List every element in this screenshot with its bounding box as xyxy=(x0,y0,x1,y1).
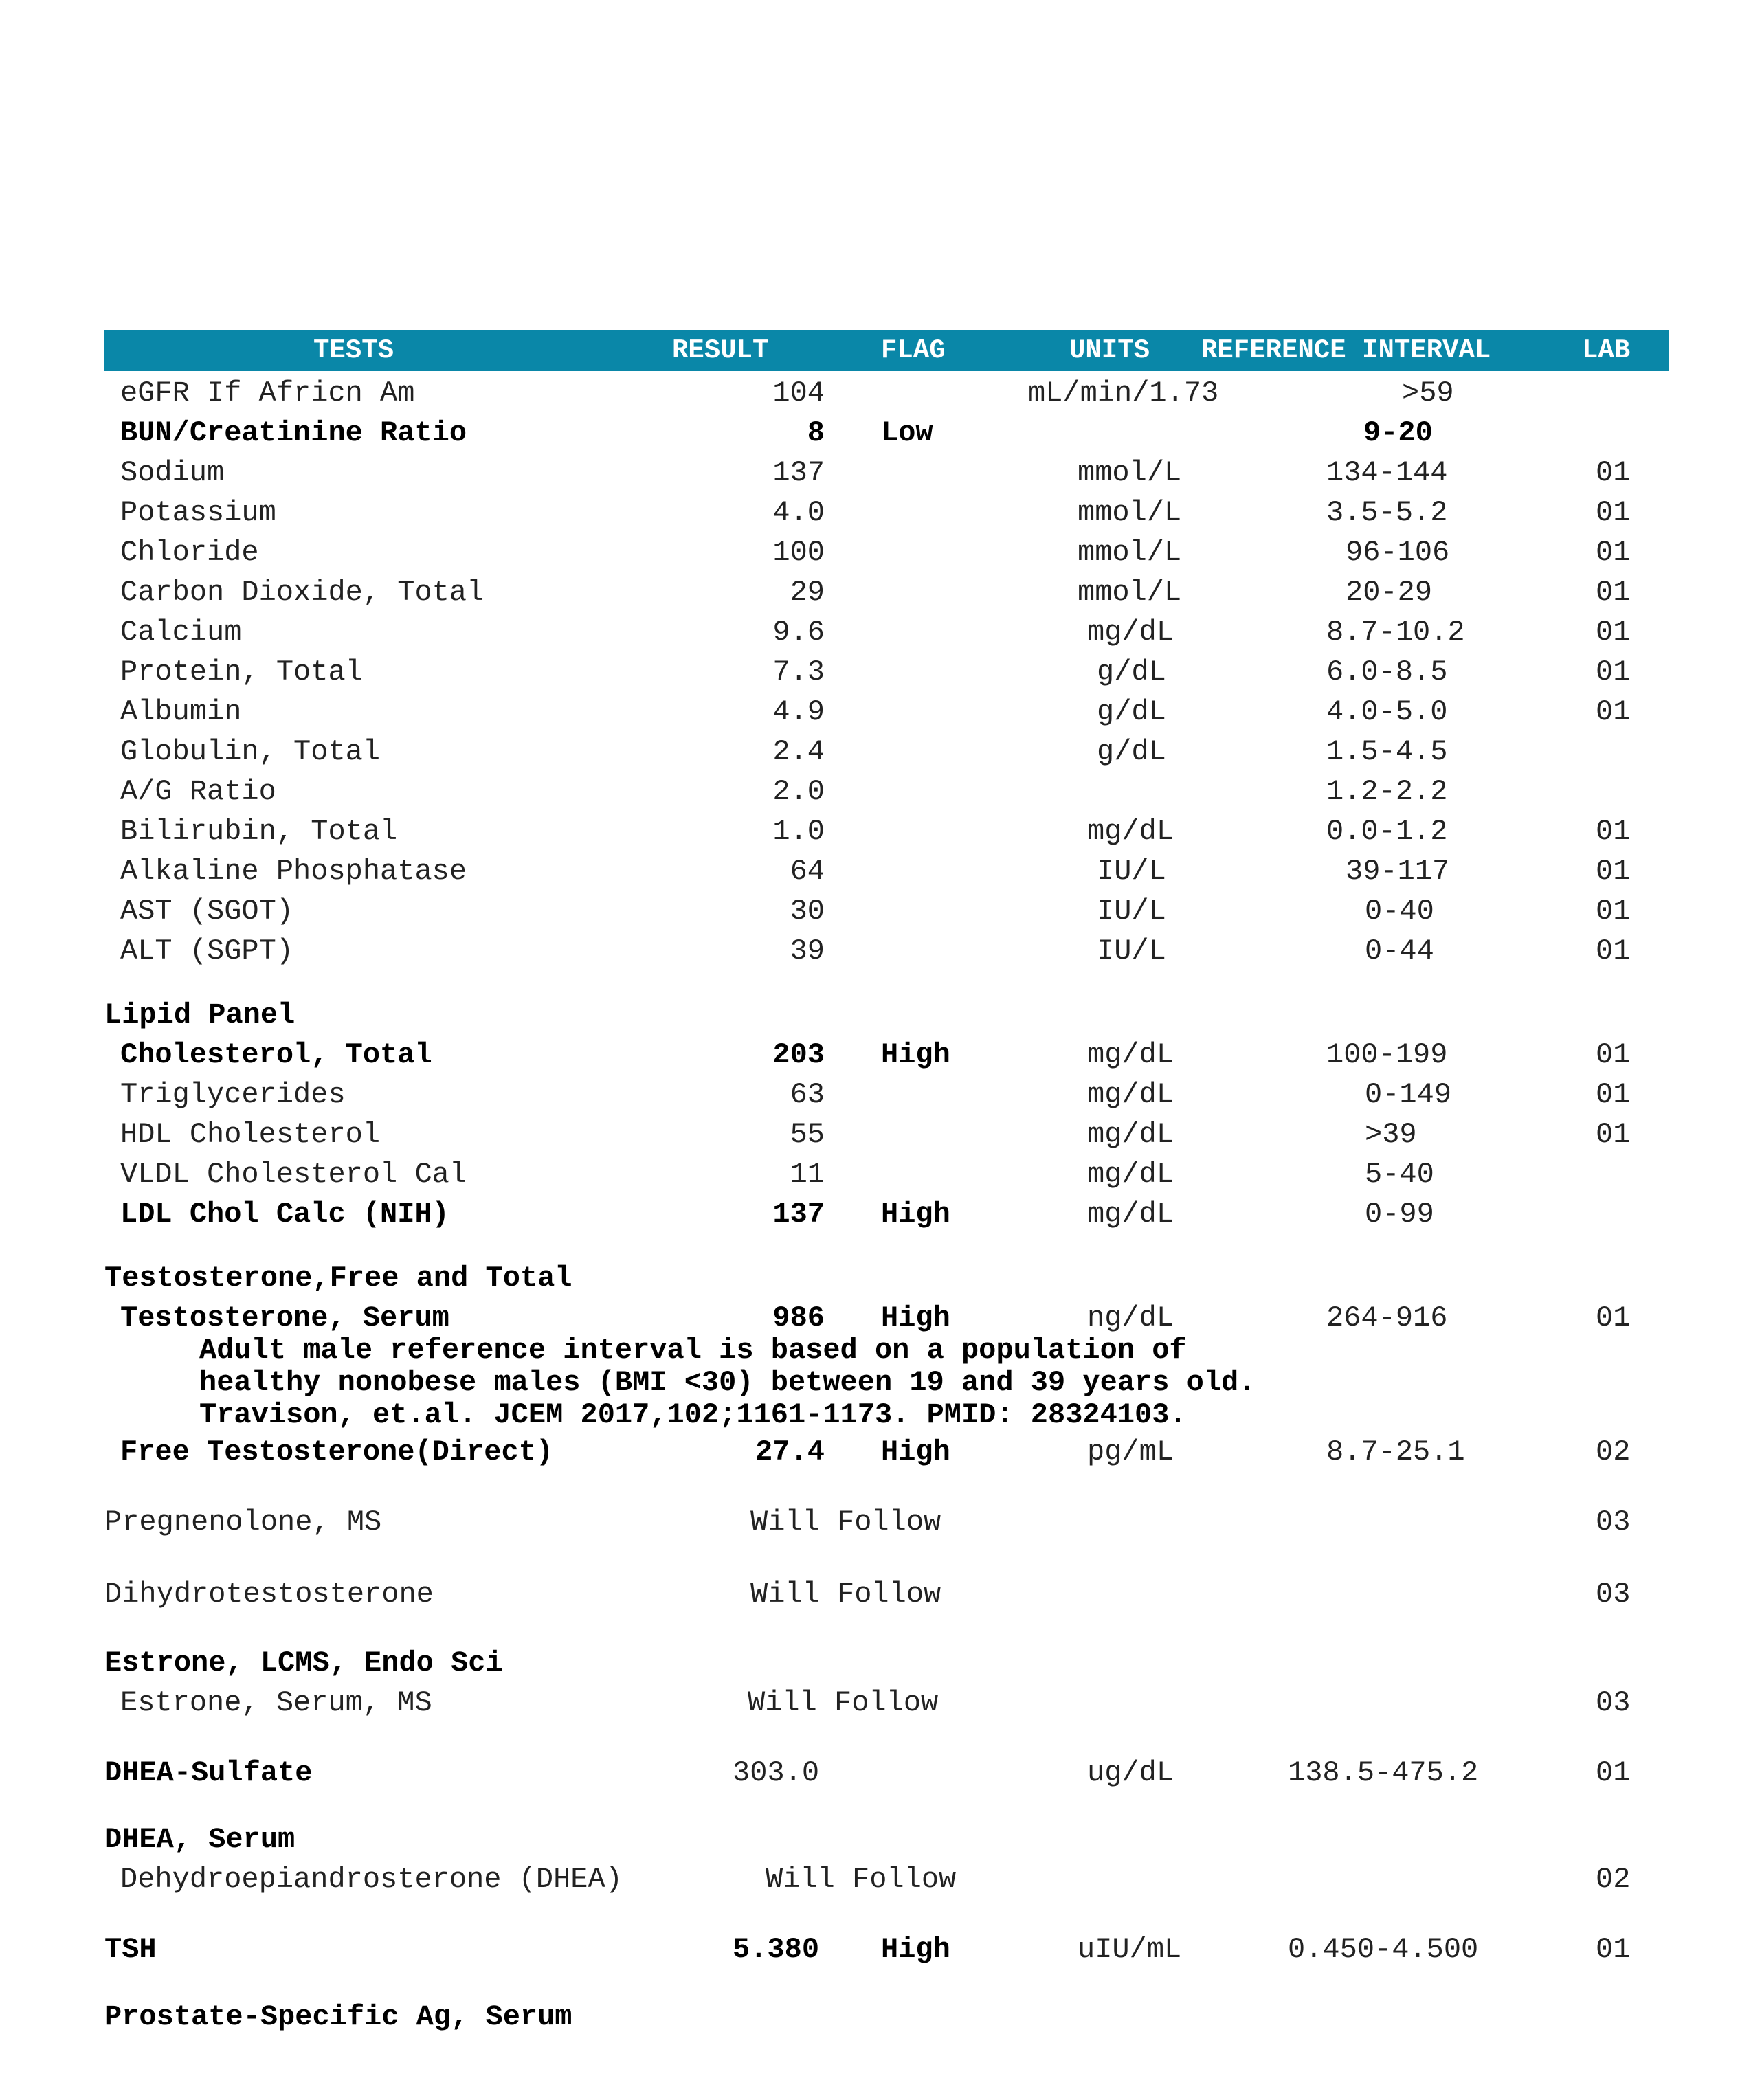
table-row xyxy=(0,376,1751,410)
test-result: 2.0 xyxy=(772,775,825,808)
test-result: 137 xyxy=(772,456,825,489)
test-result: 986 xyxy=(772,1302,825,1334)
test-result: 100 xyxy=(772,536,825,569)
test-lab: 01 xyxy=(1596,456,1631,489)
test-reference: 138.5-475.2 xyxy=(1288,1756,1479,1789)
test-reference: 3.5-5.2 xyxy=(1326,496,1448,529)
test-lab: 01 xyxy=(1596,536,1631,569)
section-title: Lipid Panel xyxy=(104,998,295,1031)
test-reference: 1.5-4.5 xyxy=(1326,735,1448,768)
section-heading-dhea xyxy=(0,1822,1751,1857)
test-lab: 03 xyxy=(1596,1506,1631,1539)
section-title: Estrone, LCMS, Endo Sci xyxy=(104,1646,503,1679)
test-units: ug/dL xyxy=(1087,1756,1174,1789)
test-result: 29 xyxy=(790,576,825,609)
test-result: 1.0 xyxy=(772,815,825,848)
test-result: 2.4 xyxy=(772,735,825,768)
test-name: Testosterone, Serum xyxy=(120,1302,449,1334)
test-name: TSH xyxy=(104,1933,157,1966)
header-tests: TESTS xyxy=(313,335,394,366)
test-flag: High xyxy=(881,1038,950,1071)
test-units: mmol/L xyxy=(1078,456,1182,489)
section-heading-testosterone xyxy=(0,1261,1751,1295)
table-row xyxy=(0,1117,1751,1152)
table-row xyxy=(0,655,1751,689)
test-reference: 0.450-4.500 xyxy=(1288,1933,1479,1966)
test-flag: High xyxy=(881,1436,950,1468)
header-result: RESULT xyxy=(672,335,769,366)
table-row xyxy=(0,1301,1751,1335)
test-result: 4.9 xyxy=(772,695,825,728)
table-row xyxy=(0,814,1751,849)
test-flag: High xyxy=(881,1198,950,1231)
test-lab: 03 xyxy=(1596,1686,1631,1719)
table-row xyxy=(0,1862,1751,1897)
test-reference: 4.0-5.0 xyxy=(1326,695,1448,728)
test-result: 5.380 xyxy=(733,1933,820,1966)
test-name: BUN/Creatinine Ratio xyxy=(120,416,467,449)
section-heading-lipid-panel xyxy=(0,998,1751,1032)
test-reference: 100-199 xyxy=(1326,1038,1448,1071)
table-row xyxy=(0,1932,1751,1967)
test-lab: 01 xyxy=(1596,1302,1631,1334)
section-heading-psa xyxy=(0,2000,1751,2034)
test-units: mg/dL xyxy=(1087,1038,1174,1071)
test-name: DHEA-Sulfate xyxy=(104,1756,313,1789)
test-units: g/dL xyxy=(1097,735,1166,768)
test-result: 8 xyxy=(807,416,825,449)
header-flag: FLAG xyxy=(881,335,946,366)
table-row xyxy=(0,1435,1751,1469)
section-title: DHEA, Serum xyxy=(104,1823,295,1856)
test-name: VLDL Cholesterol Cal xyxy=(120,1158,467,1191)
test-result: 4.0 xyxy=(772,496,825,529)
table-row xyxy=(0,1038,1751,1072)
test-reference: 264-916 xyxy=(1326,1302,1448,1334)
test-units: mmol/L xyxy=(1078,536,1182,569)
test-units: mmol/L xyxy=(1078,496,1182,529)
test-units: mg/dL xyxy=(1087,616,1174,649)
test-reference: 134-144 xyxy=(1326,456,1448,489)
test-lab: 01 xyxy=(1596,1756,1631,1789)
header-reference-interval: REFERENCE INTERVAL xyxy=(1201,335,1491,366)
test-result: Will Follow xyxy=(750,1506,941,1539)
test-name: AST (SGOT) xyxy=(120,895,294,928)
test-lab: 03 xyxy=(1596,1578,1631,1611)
test-name: Potassium xyxy=(120,496,276,529)
test-units: IU/L xyxy=(1097,895,1166,928)
test-result: 104 xyxy=(772,377,825,410)
test-result: 137 xyxy=(772,1198,825,1231)
test-lab: 02 xyxy=(1596,1863,1631,1896)
test-flag: High xyxy=(881,1933,950,1966)
test-lab: 01 xyxy=(1596,496,1631,529)
header-units: UNITS xyxy=(1069,335,1150,366)
table-row xyxy=(0,774,1751,809)
test-reference: 39-117 xyxy=(1346,855,1450,888)
test-lab: 01 xyxy=(1596,815,1631,848)
test-lab: 01 xyxy=(1596,895,1631,928)
table-row xyxy=(0,1505,1751,1539)
table-row xyxy=(0,1756,1751,1790)
test-units: g/dL xyxy=(1097,695,1166,728)
test-lab: 01 xyxy=(1596,1078,1631,1111)
test-reference: 8.7-10.2 xyxy=(1326,616,1465,649)
comment-line: Adult male reference interval is based on a population of xyxy=(199,1334,1187,1367)
test-reference: 0-40 xyxy=(1365,895,1434,928)
table-row xyxy=(0,1077,1751,1112)
test-lab: 01 xyxy=(1596,695,1631,728)
test-result: 11 xyxy=(790,1158,825,1191)
test-reference: >59 xyxy=(1402,377,1454,410)
section-title: Testosterone,Free and Total xyxy=(104,1262,572,1295)
test-units: uIU/mL xyxy=(1078,1933,1182,1966)
section-title: Prostate-Specific Ag, Serum xyxy=(104,2000,572,2033)
test-lab: 01 xyxy=(1596,1038,1631,1071)
test-result: 9.6 xyxy=(772,616,825,649)
test-units: mg/dL xyxy=(1087,815,1174,848)
test-lab: 01 xyxy=(1596,935,1631,968)
test-result: 7.3 xyxy=(772,656,825,689)
table-row xyxy=(0,416,1751,450)
test-result: 39 xyxy=(790,935,825,968)
test-result: 64 xyxy=(790,855,825,888)
table-row xyxy=(0,1157,1751,1192)
comment-line: Travison, et.al. JCEM 2017,102;1161-1173. PMID: 28324103. xyxy=(199,1398,1187,1431)
table-row xyxy=(0,934,1751,968)
table-row xyxy=(0,495,1751,530)
test-name: Albumin xyxy=(120,695,242,728)
test-result: Will Follow xyxy=(748,1686,939,1719)
test-reference: 6.0-8.5 xyxy=(1326,656,1448,689)
test-name: Triglycerides xyxy=(120,1078,346,1111)
test-units: pg/mL xyxy=(1087,1436,1174,1468)
test-reference: 0.0-1.2 xyxy=(1326,815,1448,848)
table-row xyxy=(0,1577,1751,1611)
test-reference: >39 xyxy=(1365,1118,1417,1151)
test-lab: 01 xyxy=(1596,1933,1631,1966)
test-units: ng/dL xyxy=(1087,1302,1174,1334)
test-name: Carbon Dioxide, Total xyxy=(120,576,484,609)
table-row xyxy=(0,695,1751,729)
test-result: Will Follow xyxy=(750,1578,941,1611)
table-row xyxy=(0,894,1751,928)
test-name: Free Testosterone(Direct) xyxy=(120,1436,554,1468)
test-result: 63 xyxy=(790,1078,825,1111)
test-units: mmol/L xyxy=(1078,576,1182,609)
test-lab: 02 xyxy=(1596,1436,1631,1468)
test-result: 30 xyxy=(790,895,825,928)
test-reference: 9-20 xyxy=(1363,416,1433,449)
table-header xyxy=(104,330,1669,371)
test-name: Estrone, Serum, MS xyxy=(120,1686,432,1719)
test-reference: 8.7-25.1 xyxy=(1326,1436,1465,1468)
test-lab: 01 xyxy=(1596,1118,1631,1151)
test-name: Protein, Total xyxy=(120,656,363,689)
test-name: Dehydroepiandrosterone (DHEA) xyxy=(120,1863,623,1896)
test-name: Alkaline Phosphatase xyxy=(120,855,467,888)
test-name: A/G Ratio xyxy=(120,775,276,808)
test-name: Sodium xyxy=(120,456,225,489)
section-heading-estrone xyxy=(0,1646,1751,1680)
test-result: 27.4 xyxy=(755,1436,825,1468)
test-units: mg/dL xyxy=(1087,1118,1174,1151)
table-row xyxy=(0,535,1751,570)
test-flag: High xyxy=(881,1302,950,1334)
table-row xyxy=(0,575,1751,610)
test-result: 303.0 xyxy=(733,1756,820,1789)
test-units: mg/dL xyxy=(1087,1198,1174,1231)
test-units: mg/dL xyxy=(1087,1078,1174,1111)
test-units: mL/min/1.73 xyxy=(1028,377,1219,410)
table-row xyxy=(0,735,1751,769)
test-units: mg/dL xyxy=(1087,1158,1174,1191)
comment-line: healthy nonobese males (BMI <30) between 19 and 39 years old. xyxy=(199,1366,1256,1399)
test-lab: 01 xyxy=(1596,656,1631,689)
table-row xyxy=(0,456,1751,490)
test-lab: 01 xyxy=(1596,855,1631,888)
test-name: eGFR If Africn Am xyxy=(120,377,415,410)
test-lab: 01 xyxy=(1596,576,1631,609)
test-reference: 5-40 xyxy=(1365,1158,1434,1191)
test-units: IU/L xyxy=(1097,935,1166,968)
test-reference: 0-99 xyxy=(1365,1198,1434,1231)
test-lab: 01 xyxy=(1596,616,1631,649)
test-name: Bilirubin, Total xyxy=(120,815,398,848)
test-name: Chloride xyxy=(120,536,259,569)
test-reference: 20-29 xyxy=(1346,576,1433,609)
test-name: Cholesterol, Total xyxy=(120,1038,432,1071)
header-lab: LAB xyxy=(1582,335,1631,366)
test-name: ALT (SGPT) xyxy=(120,935,294,968)
test-name: HDL Cholesterol xyxy=(120,1118,381,1151)
table-row xyxy=(0,854,1751,889)
test-result: 55 xyxy=(790,1118,825,1151)
test-name: Dihydrotestosterone xyxy=(104,1578,434,1611)
table-row xyxy=(0,1197,1751,1231)
test-name: Calcium xyxy=(120,616,242,649)
test-result: 203 xyxy=(772,1038,825,1071)
test-result: Will Follow xyxy=(766,1863,957,1896)
test-units: g/dL xyxy=(1097,656,1166,689)
test-reference: 1.2-2.2 xyxy=(1326,775,1448,808)
test-reference: 0-44 xyxy=(1365,935,1434,968)
test-name: Globulin, Total xyxy=(120,735,381,768)
test-name: LDL Chol Calc (NIH) xyxy=(120,1198,449,1231)
test-flag: Low xyxy=(881,416,933,449)
test-name: Pregnenolone, MS xyxy=(104,1506,382,1539)
table-row xyxy=(0,615,1751,649)
test-units: IU/L xyxy=(1097,855,1166,888)
test-reference: 96-106 xyxy=(1346,536,1450,569)
table-row xyxy=(0,1686,1751,1720)
test-reference: 0-149 xyxy=(1365,1078,1452,1111)
